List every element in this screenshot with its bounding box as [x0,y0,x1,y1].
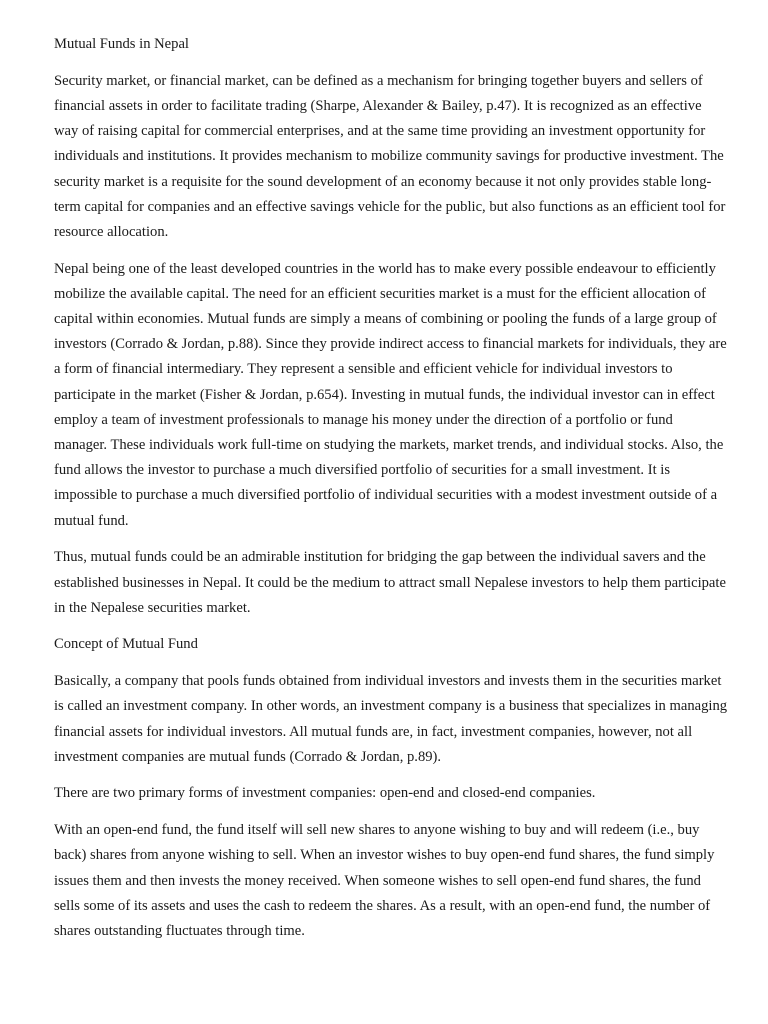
paragraph-security-market: Security market, or financial market, can be defined as a mechanism for bringing together buyers and sellers of financial assets in order to facilitate trading (Sharpe, Alexander & Bailey, p.47). It is recognized as an effective way of raising capital for commercial enterprises, and at the same time providing an investment opportunity for individuals and institutions. It provides mechanism to mobilize community savings for productive investment. The security market is a requisite for the sound development of an economy because it not only provides stable long-term capital for companies and an effective savings vehicle for the public, but also functions as an efficient tool for resource allocation. [54,72,726,240]
paragraph-open-end-fund: With an open-end fund, the fund itself will sell new shares to anyone wishing to buy and will redeem (i.e., buy back) shares from anyone wishing to sell. When an investor wishes to buy open-end fund shares, the fund simply issues them and then invests the money received. When someone wishes to sell open-end fund shares, the fund sells some of its assets and uses the cash to redeem the shares. As a result, with an open-end fund, the number of shares outstanding fluctuates through time. [54,822,715,939]
section-heading-concept: Concept of Mutual Fund [54,636,198,653]
document-page [54,32,728,956]
paragraph-investment-company: Basically, a company that pools funds obtained from individual investors and invests them in the securities market is called an investment company. In other words, an investment company is a business that specializes in managing financial assets for individual investors. All mutual funds are, in fact, investment companies, however, not all investment companies are mutual funds (Corrado & Jordan, p.89). [54,673,728,765]
paragraph-mutual-funds-bridge: Thus, mutual funds could be an admirable institution for bridging the gap between the individual savers and the established businesses in Nepal. It could be the medium to attract small Nepalese investors to help them participate in the Nepalese securities market. [54,549,726,616]
paragraph-primary-forms: There are two primary forms of investment companies: open-end and closed-end companies. [54,785,596,802]
paragraph-nepal-capital: Nepal being one of the least developed countries in the world has to make every possible endeavour to efficiently mobilize the available capital. The need for an efficient securities market is a must for the efficient allocation of capital within economies. Mutual funds are simply a means of combining or pooling the funds of a large group of investors (Corrado & Jordan, p.88). Since they provide indirect access to financial markets for individuals, they are a form of financial intermediary. They represent a sensible and efficient vehicle for individual investors to participate in the market (Fisher & Jordan, p.654). Investing in mutual funds, the individual investor can in effect employ a team of investment professionals to manage his money under the direction of a portfolio or fund manager. These individuals work full-time on studying the markets, market trends, and individual stocks. Also, the fund allows the investor to purchase a much diversified portfolio of securities for a small investment. It is impossible to purchase a much diversified portfolio of individual securities with a modest investment outside of a mutual fund. [54,260,727,529]
document-title: Mutual Funds in Nepal [54,36,189,52]
